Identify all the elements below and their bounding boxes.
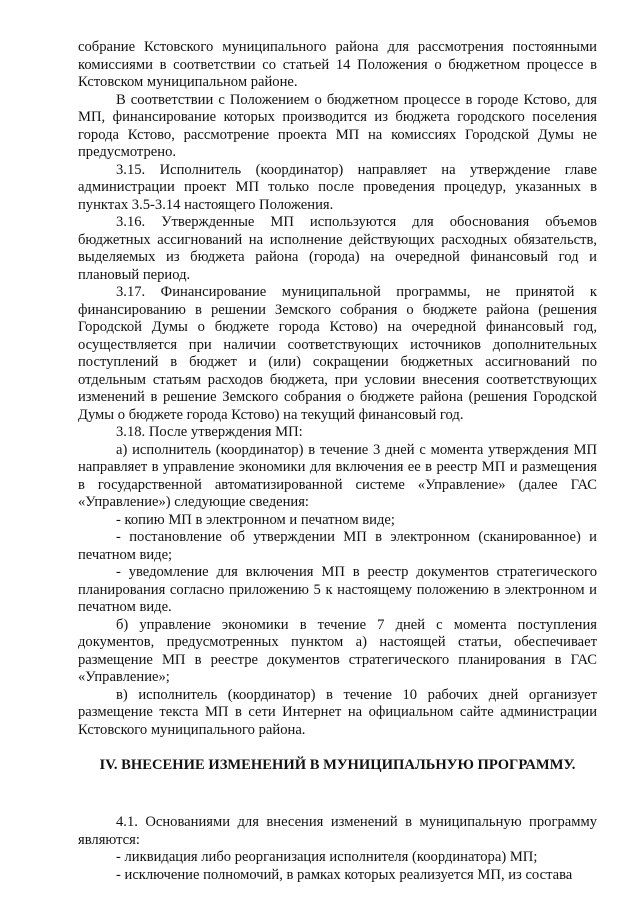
list-item: - копию МП в электронном и печатном виде; [116,511,395,528]
body-text-section-4 [78,814,597,884]
list-item: - исключение полномочий, в рамках которых реализуется МП, из состава [116,866,573,883]
paragraph: В соответствии с Положением о бюджетном процессе в городе Кстово, для МП, финансирование которых производится из бюджета городского поселения города Кстово, рассмотрение проекта МП на комиссиях Городской Думы не предусмотрено. [78,91,597,160]
list-item: - постановление об утверждении МП в электронном (сканированное) и печатном виде; [78,529,597,563]
body-text [78,39,597,739]
section-heading: IV. ВНЕСЕНИЕ ИЗМЕНЕНИЙ В МУНИЦИПАЛЬНУЮ ПРОГРАММУ. [99,757,576,773]
paragraph-3-18: 3.18. После утверждения МП: [116,424,303,440]
paragraph-3-16: 3.16. Утвержденные МП используются для обоснования объемов бюджетных ассигнований на исполнение действующих расходных обязательств, выделяемых из бюджета района (города) на очередной финансовый год и плановый период. [78,214,597,283]
list-item: - ликвидация либо реорганизация исполнителя (координатора) МП; [116,849,538,865]
list-item-b: б) управление экономики в течение 7 дней с момента поступления документов, предусмотренных пунктом а) настоящей статьи, обеспечивает размещение МП в реестре документов стратегического планирования в ГАС «Управление»; [78,616,597,685]
paragraph-4-1: 4.1. Основаниями для внесения изменений в муниципальную программу являются: [78,814,597,848]
paragraph-3-15: 3.15. Исполнитель (координатор) направляет на утверждение главе администрации проект МП только после проведения процедур, указанных в пунктах 3.5-3.14 настоящего Положения. [78,161,597,213]
list-item-v: в) исполнитель (координатор) в течение 10 рабочих дней организует размещение текста МП в сети Интернет на официальном сайте администрации Кстовского муниципального района. [78,686,597,738]
list-item: - уведомление для включения МП в реестр документов стратегического планирования согласно приложению 5 к настоящему положению в электронном и печатном виде. [78,564,597,615]
list-item-a: а) исполнитель (координатор) в течение 3 дней с момента утверждения МП направляет в управление экономики для включения ее в реестр МП и размещения в государственной автоматизированной системе «Управление» (далее ГАС «Управление») следующие сведения: [78,441,597,510]
paragraph: собрание Кстовского муниципального района для рассмотрения постоянными комиссиями в соответствии со статьей 14 Положения о бюджетном процессе в Кстовском муниципальном районе. [78,39,597,90]
paragraph-3-17: 3.17. Финансирование муниципальной программы, не принятой к финансированию в решении Земского собрания о бюджете района (решения Городской Думы о бюджете города Кстово) на очередной финансовый год, осуществляется при наличии соответствующих источников дополнительных поступлений в бюджет и (или) сокращении бюджетных ассигнований по отдельным статьям расходов бюджета, при условии внесения соответствующих изменений в решение Земского собрания о бюджете района (решения Городской Думы о бюджете города Кстово) на текущий финансовый год. [78,284,597,423]
